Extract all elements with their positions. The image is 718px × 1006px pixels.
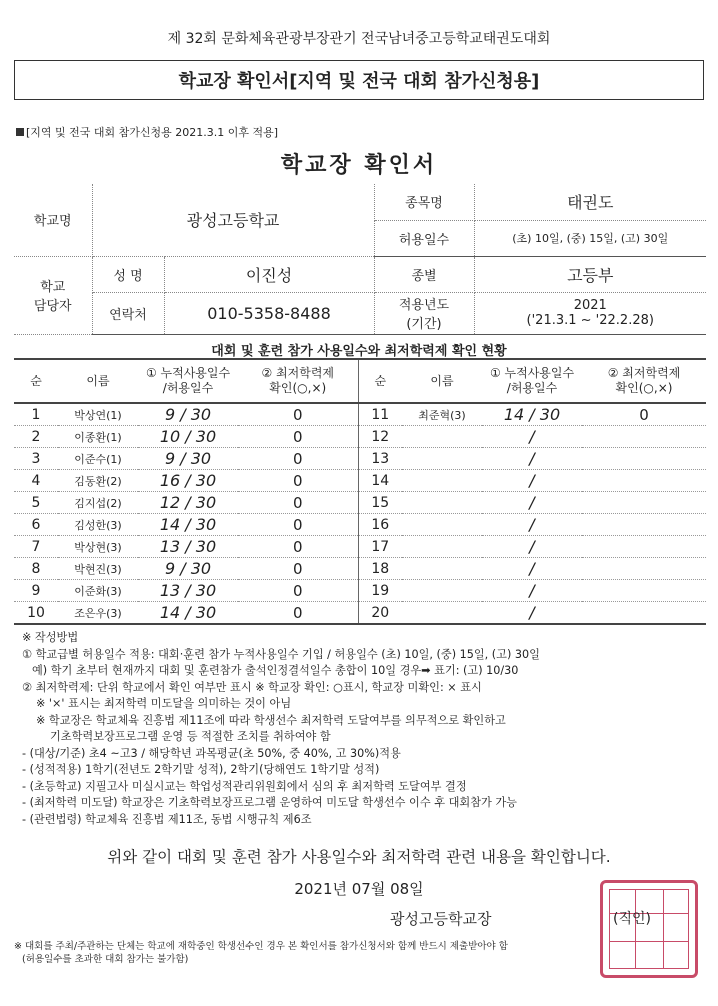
academic-check: [582, 536, 706, 558]
table-row: [14, 558, 706, 580]
student-name: [402, 448, 482, 470]
year-label: 적용년도 (기간): [374, 292, 474, 334]
contact-value: 010-5358-8488: [164, 292, 374, 334]
row-number: 18: [358, 558, 402, 580]
days-cell: [138, 536, 238, 558]
academic-check: 0: [238, 448, 358, 470]
student-name: 김성한(3): [58, 514, 138, 536]
slash: /: [529, 471, 535, 490]
allowed-days: 30: [195, 537, 217, 556]
student-name: 이준수(1): [58, 448, 138, 470]
allow-label: 허용일수: [374, 220, 474, 256]
student-name: [402, 426, 482, 448]
used-days: 16: [159, 471, 181, 490]
days-cell: [482, 448, 582, 470]
days-cell: [482, 558, 582, 580]
row-number: 12: [358, 426, 402, 448]
allowed-days: 30: [539, 405, 561, 424]
row-number: 8: [14, 558, 58, 580]
method-line: - (성적적용) 1학기(전년도 2학기말 성적), 2학기(당해연도 1학기말 성적): [22, 763, 380, 776]
days-cell: [138, 448, 238, 470]
student-name: 박상현(3): [58, 536, 138, 558]
row-number: 6: [14, 514, 58, 536]
academic-check: 0: [238, 580, 358, 602]
type-value: 고등부: [474, 256, 706, 292]
col-no: 순: [358, 359, 402, 403]
days-cell: [138, 426, 238, 448]
row-number: 5: [14, 492, 58, 514]
slash: /: [529, 493, 535, 512]
seal-label: (직인): [613, 911, 651, 927]
name-value: 이진성: [164, 256, 374, 292]
used-days: 14: [159, 515, 181, 534]
method-line: - (관련법령) 학교체육 진흥법 제11조, 동법 시행규칙 제6조: [22, 812, 312, 826]
used-days: 9: [164, 405, 176, 424]
method-line: ② 최저학력제: 단위 학교에서 확인 여부만 표시 ※ 학교장 확인: ○표시, 학교장 미확인: × 표시: [22, 680, 482, 694]
manager-label: 학교 담당자: [14, 256, 92, 334]
student-name: [402, 514, 482, 536]
table-row: [14, 448, 706, 470]
footnote: ※ 대회를 주최/주관하는 단체는 학교에 재학중인 학생선수인 경우 본 확인서를 참가신청서와 함께 반드시 제출받아야 함 (허용일수를 초과한 대회 참가는 불가함): [14, 941, 508, 965]
used-days: 14: [503, 405, 525, 424]
student-name: [402, 536, 482, 558]
slash: /: [180, 603, 196, 622]
student-name: 조은우(3): [58, 602, 138, 625]
row-number: 10: [14, 602, 58, 625]
academic-check: [582, 492, 706, 514]
student-name: 김지섭(2): [58, 492, 138, 514]
writing-method: [22, 630, 702, 828]
days-cell: [482, 514, 582, 536]
allowed-days: 30: [195, 581, 217, 600]
allowed-days: 30: [190, 449, 212, 468]
col-name: 이름: [402, 359, 482, 403]
table-row: [14, 536, 706, 558]
year-value: 2021 ('21.3.1 ~ '22.2.28): [474, 292, 706, 334]
academic-check: [582, 470, 706, 492]
confirm-statement: 위와 같이 대회 및 훈련 참가 사용일수와 최저학력 관련 내용을 확인합니다.: [107, 848, 611, 866]
info-table: [14, 184, 706, 335]
row-number: 19: [358, 580, 402, 602]
academic-check: 0: [238, 558, 358, 580]
slash: /: [180, 581, 196, 600]
academic-check: [582, 514, 706, 536]
student-name: [402, 470, 482, 492]
table-row: [14, 580, 706, 602]
slash: /: [529, 515, 535, 534]
slash: /: [529, 603, 535, 622]
name-label: 성 명: [92, 256, 164, 292]
student-name: 김동환(2): [58, 470, 138, 492]
allowed-days: 30: [190, 405, 212, 424]
student-name: 박현진(3): [58, 558, 138, 580]
type-label: 종별: [374, 256, 474, 292]
days-cell: [482, 580, 582, 602]
method-line: ① 학교급별 허용일수 적용: 대회·훈련 참가 누적사용일수 기입 / 허용일수 (초) 10일, (중) 15일, (고) 30일: [22, 647, 540, 661]
slash: /: [529, 581, 535, 600]
contact-label: 연락처: [92, 292, 164, 334]
academic-check: 0: [238, 514, 358, 536]
allowed-days: 30: [195, 515, 217, 534]
signer: 광성고등학교장: [390, 910, 492, 928]
slash: /: [529, 537, 535, 556]
school-label: 학교명: [14, 184, 92, 256]
slash: /: [180, 493, 196, 512]
row-number: 14: [358, 470, 402, 492]
square-bullet-icon: [16, 128, 24, 136]
slash: /: [180, 471, 196, 490]
school-value: 광성고등학교: [92, 184, 374, 256]
days-cell: [138, 514, 238, 536]
applicability-note: [지역 및 전국 대회 참가신청용 2021.3.1 이후 적용]: [16, 124, 278, 140]
row-number: 4: [14, 470, 58, 492]
row-number: 3: [14, 448, 58, 470]
slash: /: [175, 559, 191, 578]
used-days: 9: [164, 559, 176, 578]
student-name: 이준화(3): [58, 580, 138, 602]
days-cell: [482, 536, 582, 558]
days-cell: [482, 403, 582, 426]
sport-label: 종목명: [374, 184, 474, 220]
academic-check: 0: [238, 403, 358, 426]
academic-check: 0: [238, 492, 358, 514]
student-name: [402, 558, 482, 580]
academic-check: 0: [238, 536, 358, 558]
student-name: [402, 602, 482, 625]
used-days: 13: [159, 537, 181, 556]
days-cell: [138, 403, 238, 426]
row-number: 20: [358, 602, 402, 625]
table-row: [14, 470, 706, 492]
academic-check: 0: [238, 426, 358, 448]
academic-check: 0: [582, 403, 706, 426]
row-number: 9: [14, 580, 58, 602]
days-cell: [138, 470, 238, 492]
sport-value: 태권도: [474, 184, 706, 220]
method-line: ※ 학교장은 학교체육 진흥법 제11조에 따라 학생선수 최저학력 도달여부를 의무적으로 확인하고: [36, 713, 506, 727]
allowed-days: 30: [190, 559, 212, 578]
student-name: [402, 492, 482, 514]
method-title: ※ 작성방법: [22, 631, 79, 644]
row-number: 2: [14, 426, 58, 448]
allow-value: (초) 10일, (중) 15일, (고) 30일: [474, 220, 706, 256]
table-row: [14, 602, 706, 625]
used-days: 13: [159, 581, 181, 600]
method-line: - (대상/기준) 초4 ~고3 / 해당학년 과목평균(초 50%, 중 40%, 고 30%)적용: [22, 746, 401, 760]
allowed-days: 30: [195, 427, 217, 446]
slash: /: [180, 537, 196, 556]
method-line: 예) 학기 초부터 현재까지 대회 및 훈련참가 출석인정결석일수 총합이 10일 경우➡ 표기: (고) 10/30: [32, 664, 519, 677]
allowed-days: 30: [195, 493, 217, 512]
days-cell: [138, 580, 238, 602]
method-line: ※ '×' 표시는 최저학력 미도달을 의미하는 것이 아님: [36, 697, 292, 710]
col-days: ① 누적사용일수 /허용일수: [482, 359, 582, 403]
student-name: 이종환(1): [58, 426, 138, 448]
slash: /: [524, 405, 540, 424]
row-number: 16: [358, 514, 402, 536]
student-name: [402, 580, 482, 602]
document-banner: 학교장 확인서[지역 및 전국 대회 참가신청용]: [14, 60, 704, 100]
slash: /: [175, 449, 191, 468]
days-cell: [482, 426, 582, 448]
slash: /: [180, 427, 196, 446]
academic-check: [582, 448, 706, 470]
col-acad: ② 최저학력제 확인(○,×): [238, 359, 358, 403]
allowed-days: 30: [195, 471, 217, 490]
slash: /: [180, 515, 196, 534]
student-table: [14, 358, 706, 625]
row-number: 11: [358, 403, 402, 426]
academic-check: 0: [238, 470, 358, 492]
student-name: 박상연(1): [58, 403, 138, 426]
table-row: [14, 403, 706, 426]
table-row: [14, 514, 706, 536]
method-line: - (초등학교) 지필고사 미실시교는 학업성적관리위원회에서 심의 후 최저학력 도달여부 결정: [22, 779, 467, 793]
row-number: 13: [358, 448, 402, 470]
table-row: [14, 492, 706, 514]
days-cell: [138, 558, 238, 580]
confirm-date: 2021년 07월 08일: [294, 880, 424, 898]
days-cell: [138, 492, 238, 514]
academic-check: [582, 426, 706, 448]
used-days: 14: [159, 603, 181, 622]
table-row: [14, 426, 706, 448]
slash: /: [529, 449, 535, 468]
col-name: 이름: [58, 359, 138, 403]
student-name: 최준혁(3): [402, 403, 482, 426]
col-no: 순: [14, 359, 58, 403]
section-title: 대회 및 훈련 참가 사용일수와 최저학력제 확인 현황: [211, 344, 507, 359]
slash: /: [529, 427, 535, 446]
doc-title: 학교장 확인서: [280, 153, 438, 178]
days-cell: [482, 470, 582, 492]
used-days: 9: [164, 449, 176, 468]
days-cell: [482, 492, 582, 514]
used-days: 10: [159, 427, 181, 446]
method-line: - (최저학력 미도달) 학교장은 기초학력보장프로그램 운영하여 미도달 학생선수 이수 후 대회참가 가능: [22, 796, 517, 809]
col-days: ① 누적사용일수 /허용일수: [138, 359, 238, 403]
academic-check: 0: [238, 602, 358, 625]
days-cell: [138, 602, 238, 625]
row-number: 1: [14, 403, 58, 426]
row-number: 15: [358, 492, 402, 514]
used-days: 12: [159, 493, 181, 512]
slash: /: [529, 559, 535, 578]
method-line: 기초학력보장프로그램 운영 등 적절한 조치를 취하여야 함: [50, 730, 331, 743]
event-title: 제 32회 문화체육관광부장관기 전국남녀중고등학교태권도대회: [167, 31, 551, 47]
academic-check: [582, 580, 706, 602]
slash: /: [175, 405, 191, 424]
col-acad: ② 최저학력제 확인(○,×): [582, 359, 706, 403]
row-number: 7: [14, 536, 58, 558]
row-number: 17: [358, 536, 402, 558]
academic-check: [582, 558, 706, 580]
allowed-days: 30: [195, 603, 217, 622]
academic-check: [582, 602, 706, 625]
days-cell: [482, 602, 582, 625]
